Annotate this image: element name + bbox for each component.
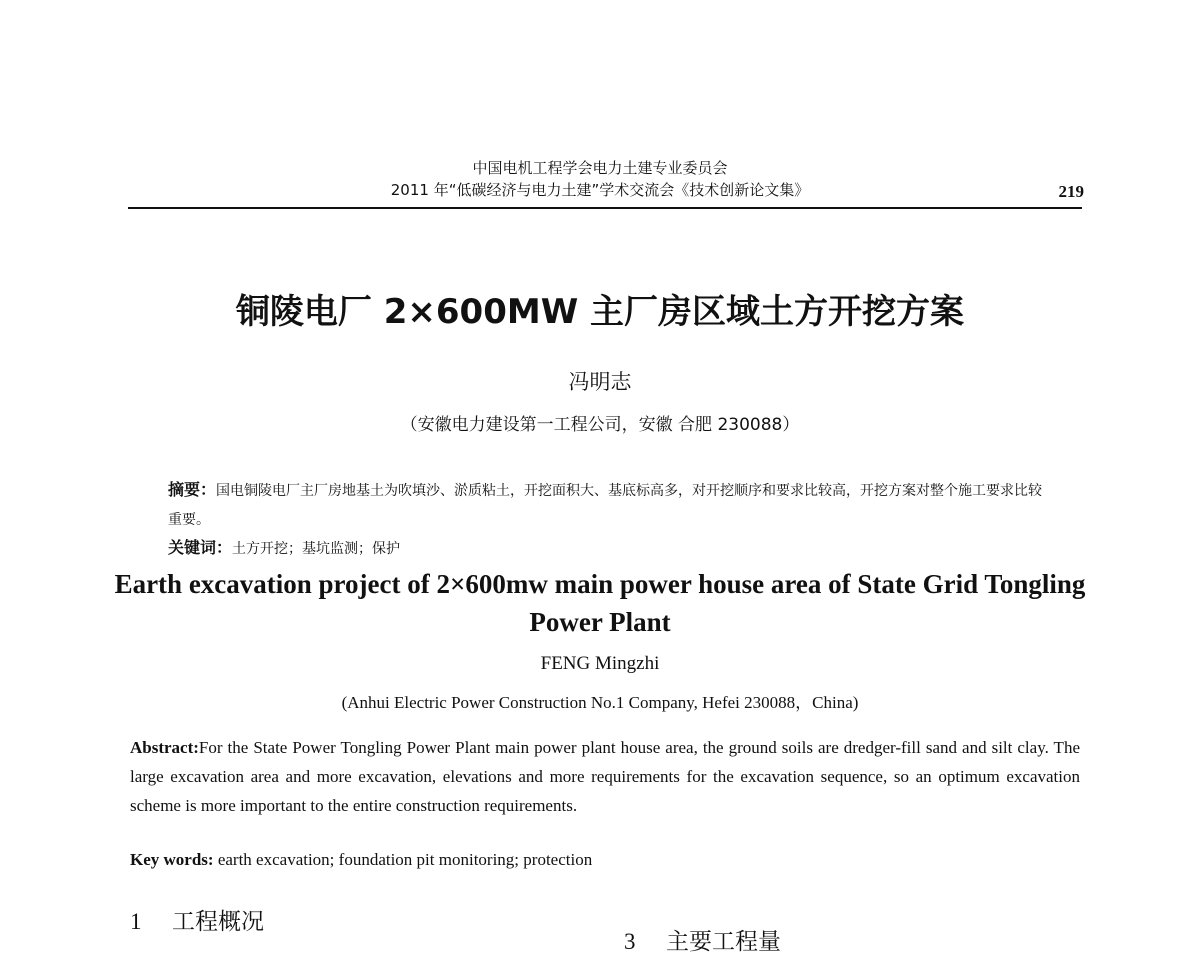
abstract-en — [130, 733, 1080, 820]
section-title: 主要工程量 — [666, 929, 781, 955]
keywords-cn-label: 关键词： — [168, 538, 233, 557]
keywords-en — [130, 848, 1080, 872]
author-en: FENG Mingzhi — [540, 653, 660, 674]
keywords-en-label: Key words: — [130, 850, 214, 869]
keywords-cn-text: 土方开挖；基坑监测；保护 — [232, 541, 401, 557]
section-title: 工程概况 — [172, 909, 264, 935]
affiliation-en: (Anhui Electric Power Construction No.1 Company, Hefei 230088，China) — [341, 693, 859, 712]
header-proceedings: 2011 年“低碳经济与电力土建”学术交流会《技术创新论文集》 — [390, 181, 810, 199]
abstract-en-text: For the State Power Tongling Power Plant main power plant house area, the ground soils are dredger-fill sand and silt clay. The large excavation area and more excavation, elevations and more requirements for the excavation sequence, so an optimum excavation scheme is more important to the entire construction requirements. — [130, 738, 1080, 815]
keywords-cn — [168, 536, 1048, 562]
section-number: 1 — [130, 909, 142, 934]
header-committee: 中国电机工程学会电力土建专业委员会 — [472, 159, 728, 177]
abstract-cn-label: 摘要： — [168, 480, 217, 499]
section-heading-3 — [624, 926, 781, 958]
paper-title-en: Earth excavation project of 2×600mw main power house area of State Grid Tongling Power Plant — [114, 569, 1086, 637]
abstract-cn-text: 国电铜陵电厂主厂房地基土为吹填沙、淤质粘土，开挖面积大、基底标高多，对开挖顺序和要求比较高，开挖方案对整个施工要求比较重要。 — [168, 483, 1043, 528]
author-cn: 冯明志 — [568, 370, 632, 394]
section-heading-1 — [130, 906, 264, 938]
affiliation-cn: （安徽电力建设第一工程公司，安徽 合肥 230088） — [400, 415, 800, 435]
abstract-cn — [168, 476, 1048, 535]
section-number: 3 — [624, 929, 636, 954]
paper-title-cn: 铜陵电厂 2×600MW 主厂房区域土方开挖方案 — [235, 292, 965, 332]
abstract-en-label: Abstract: — [130, 738, 199, 757]
page-number: 219 — [1058, 182, 1084, 201]
header-rule — [128, 207, 1082, 209]
keywords-en-text: earth excavation; foundation pit monitoring; protection — [217, 850, 593, 869]
